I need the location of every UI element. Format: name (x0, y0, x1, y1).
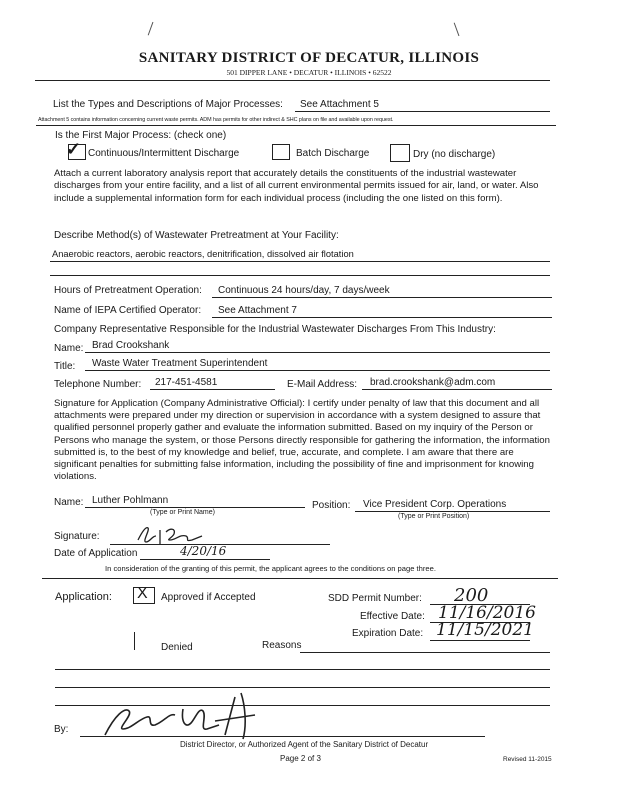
dry-checkbox[interactable] (390, 144, 410, 162)
expiration-date-value[interactable]: 11/15/2021 (436, 620, 534, 640)
official-position-label: Position: (312, 500, 351, 511)
official-name-label: Name: (54, 497, 84, 508)
processes-label: List the Types and Descriptions of Major Processes: (53, 99, 283, 110)
processes-note-underline (36, 125, 556, 126)
denied-checkbox-bar[interactable] (134, 632, 135, 650)
batch-checkbox[interactable] (272, 144, 290, 160)
batch-option-label: Batch Discharge (296, 148, 370, 159)
reasons-underline-2 (55, 669, 550, 670)
reasons-underline (300, 652, 550, 653)
director-caption: District Director, or Authorized Agent of the Sanitary District of Decatur (180, 740, 429, 749)
official-position-caption: (Type or Print Position) (398, 513, 470, 520)
application-date-underline (140, 559, 270, 560)
section-divider (42, 578, 558, 579)
processes-underline (295, 111, 550, 112)
rep-title-label: Title: (54, 361, 76, 372)
official-position-underline (355, 511, 550, 512)
operator-underline (212, 317, 552, 318)
scan-mark (454, 22, 462, 36)
rep-title-value[interactable]: Waste Water Treatment Superintendent (92, 358, 268, 369)
hours-underline (212, 297, 552, 298)
header-rule (35, 80, 550, 81)
rep-phone-underline (150, 389, 275, 390)
rep-phone-label: Telephone Number: (54, 379, 142, 390)
approved-mark: X (137, 585, 148, 602)
rep-email-label: E-Mail Address: (287, 379, 358, 390)
continuous-checkmark-icon: ✓ (66, 139, 82, 159)
document-title: SANITARY DISTRICT OF DECATUR, ILLINOIS (138, 50, 480, 66)
official-name-underline (85, 507, 305, 508)
application-date-value[interactable]: 4/20/16 (180, 544, 227, 558)
approved-label: Approved if Accepted (161, 592, 256, 603)
pretreatment-label: Describe Method(s) of Wastewater Pretreatment at Your Facility: (54, 230, 339, 241)
attach-instructions: Attach a current laboratory analysis report that accurately details the constituents of the industrial wastewater discharges from your entire facility, and a list of all current environmental permits issued for air, land, or water. Also include a supplemental information form for each individual process (including the one listed on this form). (54, 168, 539, 204)
consideration-note: In consideration of the granting of this permit, the applicant agrees to the conditions on page three. (105, 564, 436, 573)
page-number: Page 2 of 3 (280, 754, 321, 763)
permit-number-value[interactable]: 200 (454, 585, 489, 606)
first-process-label: Is the First Major Process: (check one) (55, 130, 227, 141)
hours-value[interactable]: Continuous 24 hours/day, 7 days/week (218, 285, 390, 296)
expiration-date-underline (430, 640, 530, 641)
pretreatment-underline (50, 261, 550, 262)
processes-value[interactable]: See Attachment 5 (300, 99, 379, 110)
rep-name-label: Name: (54, 343, 84, 354)
rep-email-underline (362, 389, 552, 390)
official-name-value[interactable]: Luther Pohlmann (92, 495, 169, 506)
dry-option-label: Dry (no discharge) (413, 149, 496, 160)
hours-label: Hours of Pretreatment Operation: (54, 285, 202, 296)
effective-date-label: Effective Date: (360, 611, 425, 622)
pretreatment-underline-2 (50, 275, 550, 276)
expiration-date-label: Expiration Date: (352, 628, 424, 639)
rep-name-underline (85, 352, 550, 353)
representative-label: Company Representative Responsible for the Industrial Wastewater Discharges From This Industry: (54, 324, 496, 335)
director-signature-underline (80, 736, 485, 737)
rep-title-underline (85, 370, 550, 371)
permit-number-label: SDD Permit Number: (328, 593, 422, 604)
official-name-caption: (Type or Print Name) (150, 509, 215, 516)
rep-phone-value[interactable]: 217-451-4581 (155, 377, 218, 388)
reasons-label: Reasons (262, 640, 302, 651)
application-status-label: Application: (55, 591, 112, 603)
rep-name-value[interactable]: Brad Crookshank (92, 340, 170, 351)
operator-label: Name of IEPA Certified Operator: (54, 305, 202, 316)
operator-value[interactable]: See Attachment 7 (218, 305, 297, 316)
pretreatment-value[interactable]: Anaerobic reactors, aerobic reactors, denitrification, dissolved air flotation (52, 249, 354, 259)
form-revision: Revised 11-2015 (503, 756, 552, 763)
scan-mark (148, 22, 156, 36)
application-date-label: Date of Application (54, 548, 138, 559)
effective-date-value[interactable]: 11/16/2016 (438, 603, 536, 623)
by-label: By: (54, 724, 69, 735)
denied-label: Denied (161, 642, 193, 653)
official-signature-label: Signature: (54, 531, 100, 542)
official-position-value[interactable]: Vice President Corp. Operations (363, 499, 507, 510)
rep-email-value[interactable]: brad.crookshank@adm.com (370, 377, 496, 388)
certification-statement: Signature for Application (Company Administrative Official): I certify under penalty of law that this document and all attachments were prepared under my direction or supervision in accordance with a system designed to assure that qualified personnel properly gather and evaluate the information submitted. Based on my inquiry of the Person or Persons who manage the system, or those Persons directly responsible for gathering the information, the information submitted is, to the best of my knowledge and belief, true, accurate, and complete. I am aware that there are significant penalties for submitting false information, including the possibility of fine and imprisonment for knowing violations. (54, 398, 550, 483)
district-address: 501 DIPPER LANE • DECATUR • ILLINOIS • 62522 (226, 68, 392, 77)
continuous-option-label: Continuous/Intermittent Discharge (88, 148, 240, 159)
processes-note: Attachment 5 contains information concerning current waste permits. ADM has permits for other indirect & SHC plans on file and available upon request. (38, 117, 394, 123)
